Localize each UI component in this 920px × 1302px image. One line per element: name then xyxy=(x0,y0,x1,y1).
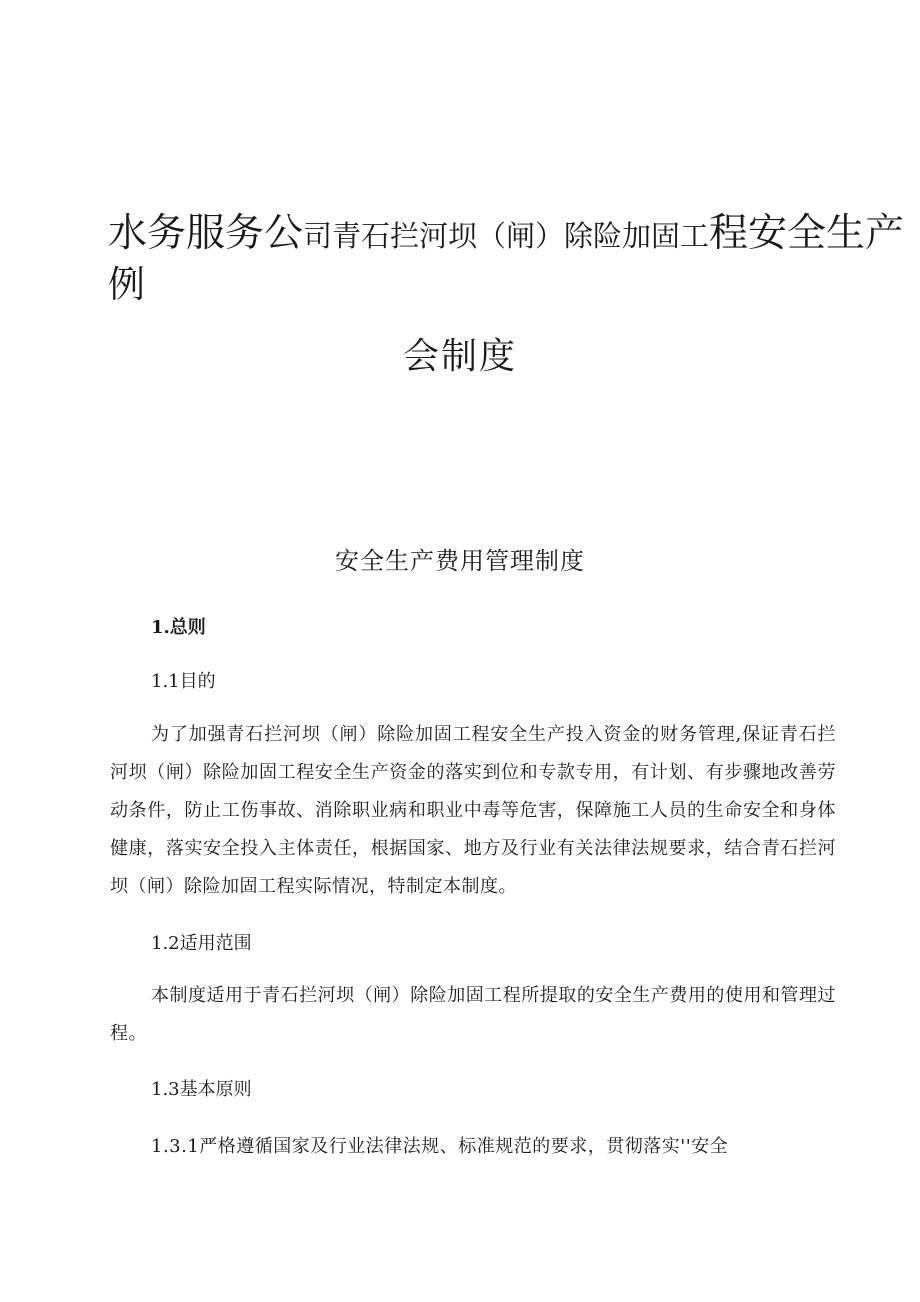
document-title-line-1 xyxy=(108,211,905,256)
paragraph-scope: 本制度适用于青石拦河坝（闸）除险加固工程所提取的安全生产费用的使用和管理过程。 xyxy=(110,985,836,1044)
title-segment-large-a: 水务服务公 xyxy=(108,211,304,256)
paragraph-purpose: 为了加强青石拦河坝（闸）除险加固工程安全生产投入资金的财务管理,保证青石拦河坝（闸）除险加固工程安全生产资金的落实到位和专款专用，有计划、有步骤地改善劳动条件，防止工伤事故、消除职业病和职业中毒等危害，保障施工人员的生命安全和身体健康，落实安全投入主体责任，根据国家、地方及行业有关法律法规要求，结合青石拦河坝（闸）除险加固工程实际情况，特制定本制度。 xyxy=(110,724,836,897)
section-heading-principles: 1.3基本原则 xyxy=(151,1079,252,1100)
document-title-line-3: 会制度 xyxy=(402,336,517,377)
title-segment-large-b: 程安全生产 xyxy=(709,211,905,256)
section-heading-scope: 1.2适用范围 xyxy=(151,933,252,954)
title-segment-small: 司青石拦河坝（闸）除险加固工 xyxy=(303,219,710,253)
document-subtitle: 安全生产费用管理制度 xyxy=(335,547,585,575)
document-title-line-2: 例 xyxy=(108,263,145,306)
section-heading-general: 1.总则 xyxy=(151,617,206,638)
paragraph-principle-1: 1.3.1严格遵循国家及行业法律法规、标准规范的要求，贯彻落实''安全 xyxy=(151,1136,729,1157)
section-heading-purpose: 1.1目的 xyxy=(151,671,216,692)
